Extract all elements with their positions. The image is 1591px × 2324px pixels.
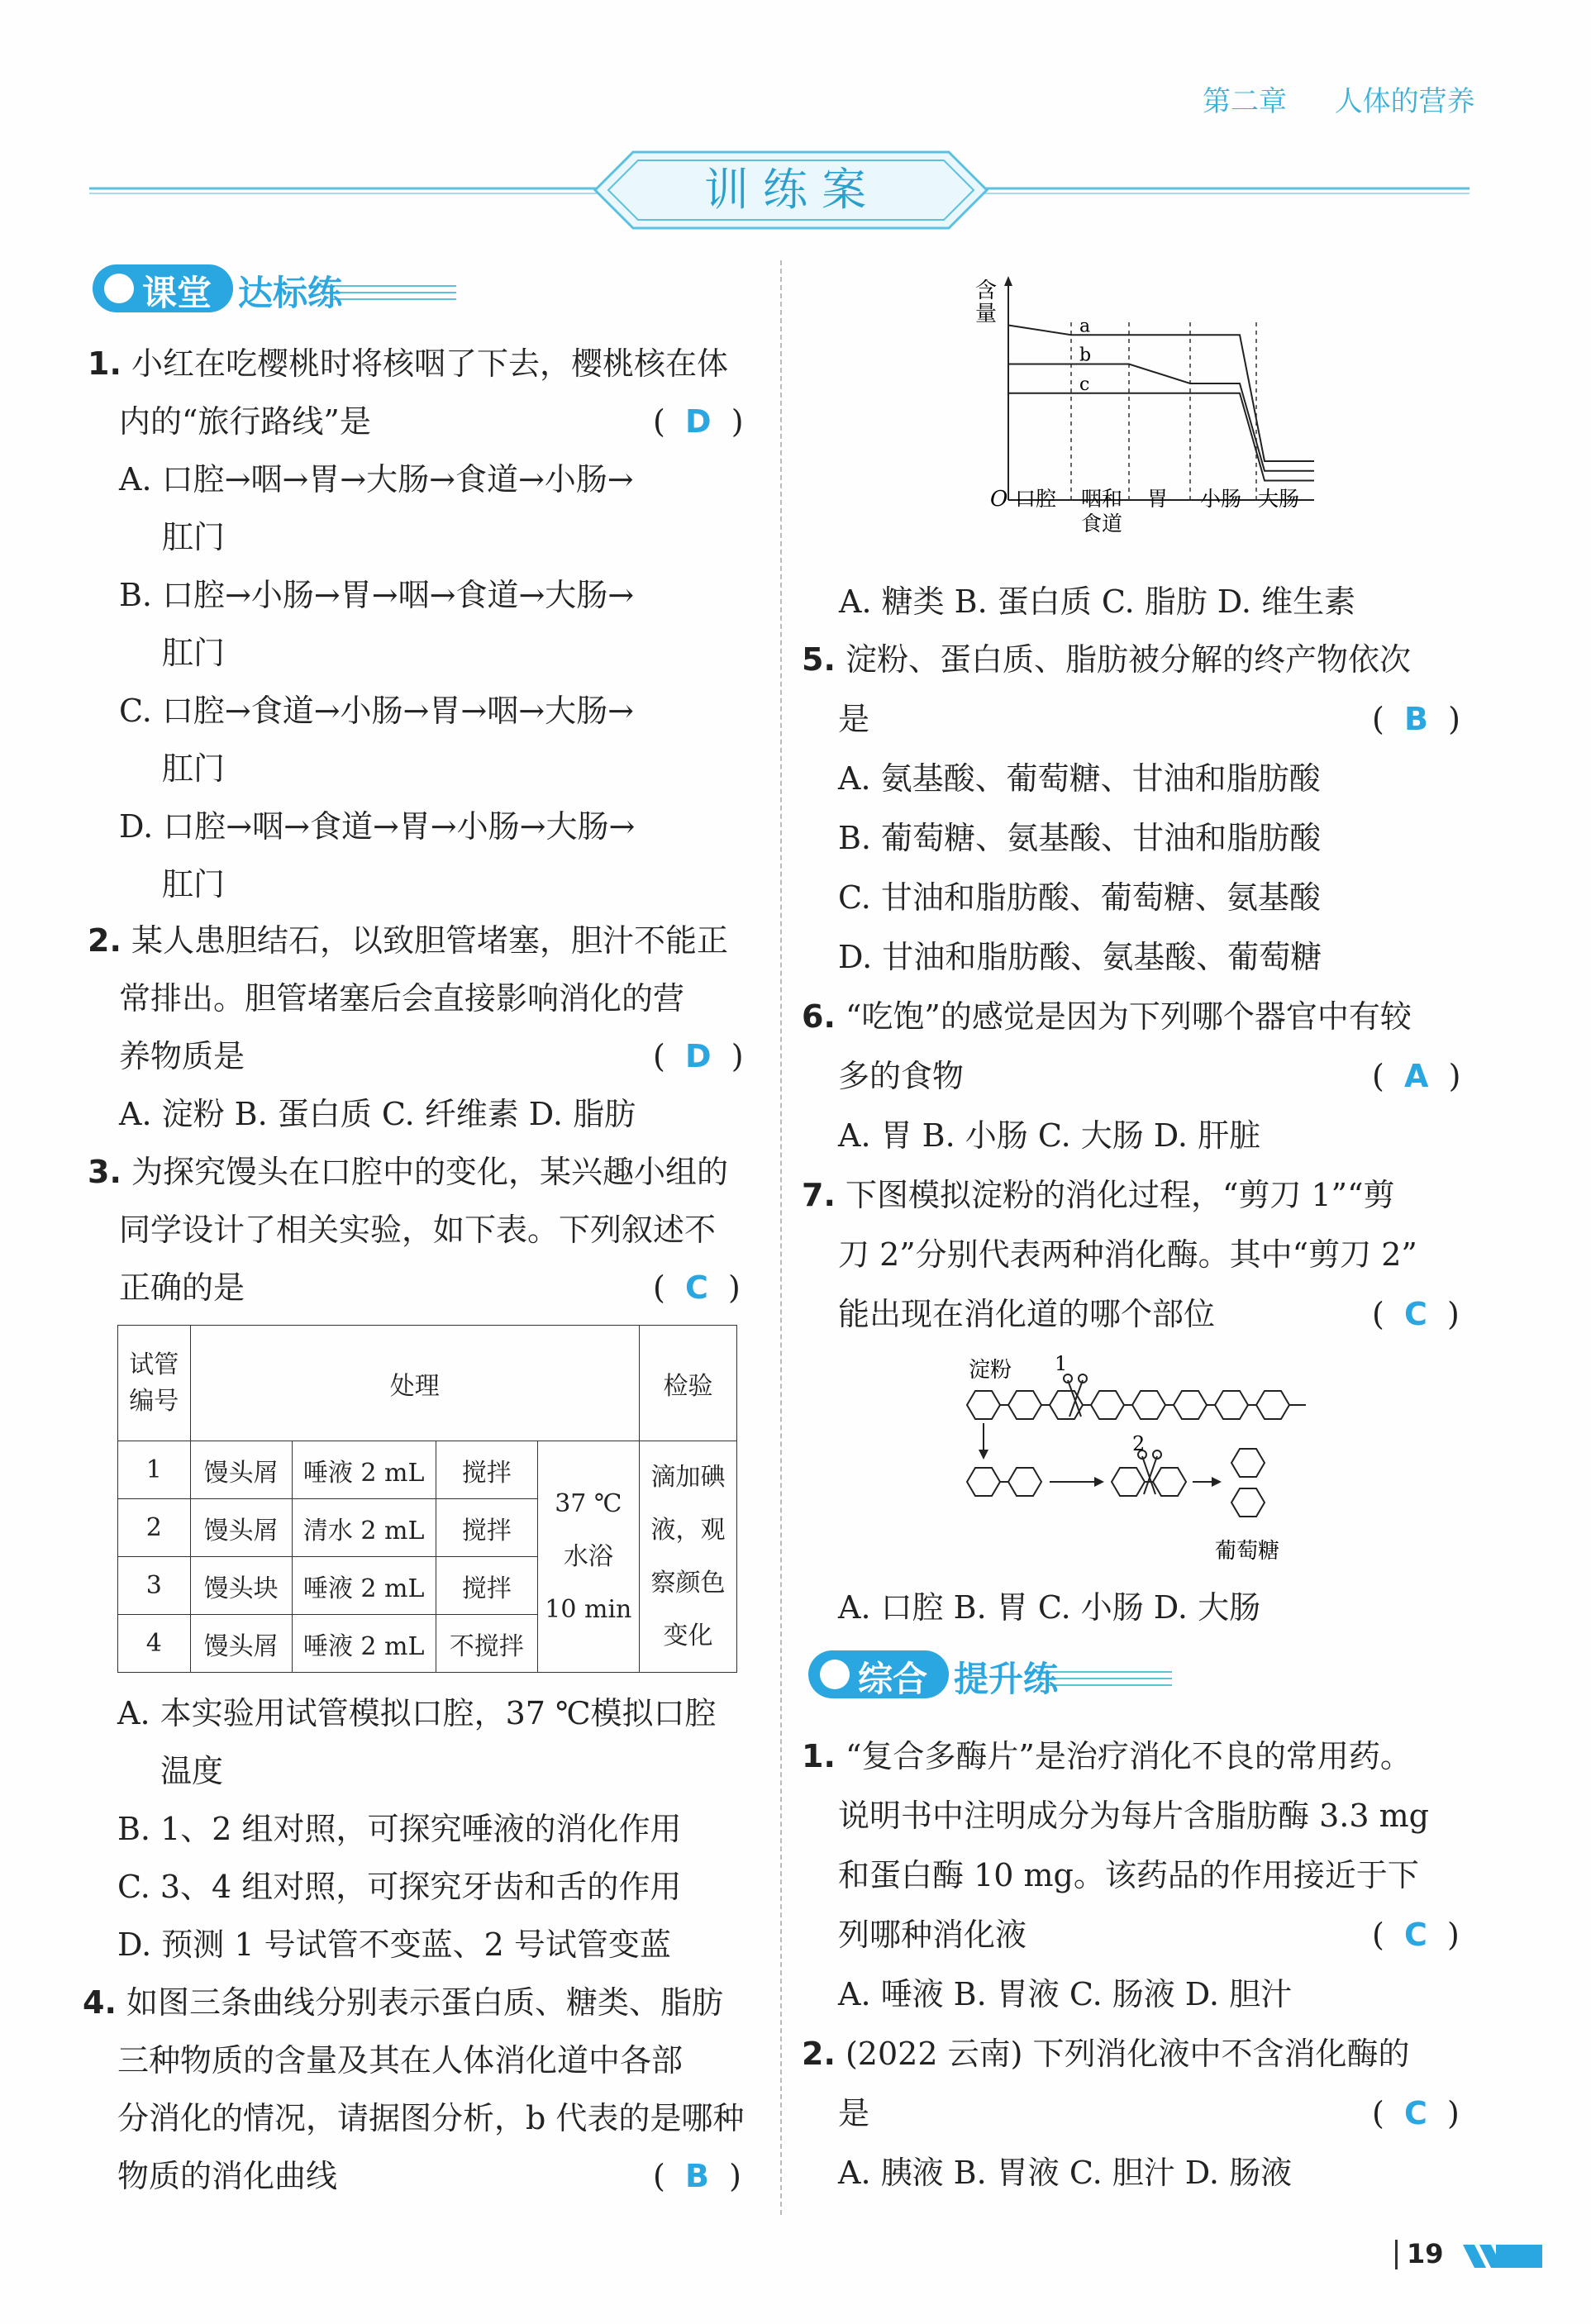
q5-answer: B <box>1403 701 1428 737</box>
chart-series-label-c: c <box>1079 374 1090 395</box>
p1-line2: 说明书中注明成分为每片含脂肪酶 3.3 mg <box>838 1798 1429 1834</box>
table-cell-stir: 搅拌 <box>436 1557 537 1615</box>
q6-line1 <box>802 988 1412 1045</box>
scissors-1-icon <box>1064 1374 1087 1417</box>
q1-option-b: B. 口腔→小肠→胃→咽→食道→大肠→ <box>119 577 635 613</box>
q7-line3: 能出现在消化道的哪个部位 <box>838 1296 1216 1332</box>
table-test-line1: 滴加碘 <box>650 1462 726 1492</box>
q2-line3: 养物质是 <box>119 1038 245 1074</box>
section-integrated-part2: 提升练 <box>954 1659 1059 1699</box>
q4-line4: 物质的消化曲线 <box>117 2158 338 2194</box>
q7-options: A. 口腔 B. 胃 C. 小肠 D. 大肠 <box>838 1589 1261 1626</box>
table-header-tube-2: 编号 <box>129 1386 179 1416</box>
q3-option-b: B. 1、2 组对照，可探究唾液的消化作用 <box>117 1811 682 1847</box>
q4-line1 <box>83 1974 723 2031</box>
chart-series-label-b: b <box>1079 345 1092 366</box>
figure-starch-label: 淀粉 <box>969 1358 1012 1383</box>
q5-line2: 是 <box>838 701 870 737</box>
table-test-line3: 察颜色 <box>650 1568 726 1598</box>
table-header-test: 检验 <box>639 1326 736 1441</box>
q5-option-b: B. 葡萄糖、氨基酸、甘油和脂肪酸 <box>838 820 1322 856</box>
q3-line1-text: 为探究馒头在口腔中的变化，某兴趣小组的 <box>131 1154 728 1190</box>
q5-line1 <box>802 631 1411 688</box>
section-classroom <box>93 263 456 314</box>
q4-answer-box: ( B ) <box>653 2158 741 2194</box>
q2-line1-text: 某人患胆结石，以致胆管堵塞，胆汁不能正 <box>131 922 728 959</box>
chart-series-group <box>1008 316 1314 480</box>
q7-answer-box: ( C ) <box>1372 1296 1460 1332</box>
p2-number: 2. <box>802 2036 836 2072</box>
q7-line1-text: 下图模拟淀粉的消化过程，“剪刀 1”“剪 <box>845 1177 1395 1213</box>
column-divider <box>780 260 782 2215</box>
p2-line1 <box>802 2025 1410 2083</box>
q5-answer-box: ( B ) <box>1372 701 1460 737</box>
table-header-tube <box>118 1326 191 1441</box>
figure-arrow-right-2-head <box>1212 1477 1222 1487</box>
q4-answer: B <box>684 2158 709 2194</box>
page-number: 19 <box>1407 2238 1444 2269</box>
q1-answer-box: ( D ) <box>653 403 744 440</box>
q5-number: 5. <box>802 641 836 678</box>
q3-line1 <box>88 1143 728 1201</box>
chart-origin: O <box>990 487 1008 512</box>
q4-number: 4. <box>83 1984 117 2021</box>
q1-option-a: A. 口腔→咽→胃→大肠→食道→小肠→ <box>119 461 634 498</box>
p1-answer-box: ( C ) <box>1372 1917 1460 1953</box>
table-row <box>118 1441 737 1499</box>
p1-line4: 列哪种消化液 <box>838 1917 1027 1953</box>
p2-answer-box: ( C ) <box>1372 2095 1460 2131</box>
starch-digestion-figure <box>959 1347 1339 1579</box>
q4-line1-text: 如图三条曲线分别表示蛋白质、糖类、脂肪 <box>126 1984 723 2021</box>
q7-number: 7. <box>802 1177 836 1213</box>
starch-chain <box>967 1391 1306 1419</box>
table-cell-stir: 搅拌 <box>436 1441 537 1499</box>
q1-line2: 内的“旅行路线”是 <box>119 403 371 440</box>
p2-line2: 是 <box>838 2095 870 2131</box>
table-condition-bath: 水浴 <box>563 1541 613 1571</box>
q3-option-c: C. 3、4 组对照，可探究牙齿和舌的作用 <box>117 1869 682 1905</box>
table-cell-liquid: 唾液 2 mL <box>292 1615 436 1673</box>
q3-line3: 正确的是 <box>119 1269 245 1306</box>
chapter-number: 第二章 <box>1203 85 1287 118</box>
banner-title: 训 练 案 <box>703 164 867 216</box>
table-cell-material: 馒头块 <box>190 1557 292 1615</box>
p1-answer: C <box>1403 1917 1427 1953</box>
q6-line2: 多的食物 <box>838 1058 965 1094</box>
q6-answer: A <box>1403 1058 1429 1094</box>
q1-answer: D <box>684 403 712 440</box>
q1-option-d-cont: 肛门 <box>162 866 226 902</box>
q5-option-c: C. 甘油和脂肪酸、葡萄糖、氨基酸 <box>838 879 1321 916</box>
p1-line3: 和蛋白酶 10 mg。该药品的作用接近于下 <box>838 1857 1419 1893</box>
q7-answer: C <box>1403 1296 1427 1332</box>
q6-options: A. 胃 B. 小肠 C. 大肠 D. 肝脏 <box>838 1117 1261 1154</box>
figure-arrow-down-head <box>979 1450 988 1460</box>
chart-cat-label: 咽和 <box>1081 487 1123 511</box>
chart-cat-label: 小肠 <box>1200 487 1242 511</box>
q1-number: 1. <box>88 345 121 382</box>
table-header-process: 处理 <box>190 1326 639 1441</box>
q3-option-d: D. 预测 1 号试管不变蓝、2 号试管变蓝 <box>117 1926 671 1963</box>
chart-series-c <box>1008 393 1314 481</box>
q1-line1-text: 小红在吃樱桃时将核咽了下去，樱桃核在体 <box>131 345 728 382</box>
section-integrated-part1: 综合 <box>858 1659 928 1699</box>
q4-options: A. 糖类 B. 蛋白质 C. 脂肪 D. 维生素 <box>839 583 1356 620</box>
digestion-chart <box>967 273 1331 545</box>
p1-number: 1. <box>802 1738 836 1774</box>
p2-options: A. 胰液 B. 胃液 C. 胆汁 D. 肠液 <box>838 2155 1293 2191</box>
chart-cat-label: 食道 <box>1081 512 1123 536</box>
q6-answer-box: ( A ) <box>1372 1058 1461 1094</box>
chart-y-arrow <box>1004 276 1012 286</box>
q4-line3: 分消化的情况，请据图分析，b 代表的是哪种 <box>117 2100 745 2136</box>
chart-cat-label: 胃 <box>1147 487 1169 511</box>
q2-line1 <box>88 912 728 969</box>
chart-series-b <box>1008 364 1314 471</box>
q1-option-c: C. 口腔→食道→小肠→胃→咽→大肠→ <box>119 693 634 729</box>
table-cell-liquid: 唾液 2 mL <box>292 1441 436 1499</box>
table-test-line4: 变化 <box>663 1621 713 1650</box>
q7-line2: 刀 2”分别代表两种消化酶。其中“剪刀 2” <box>838 1236 1417 1273</box>
table-cell-no: 1 <box>118 1441 191 1499</box>
p1-line1 <box>802 1727 1412 1785</box>
table-cell-stir: 搅拌 <box>436 1499 537 1557</box>
chart-ylabel-1: 含 <box>975 279 998 303</box>
section-integrated <box>808 1649 1172 1700</box>
chart-ylabel-2: 量 <box>975 302 998 326</box>
table-cell-no: 2 <box>118 1499 191 1557</box>
q3-answer-box: ( C ) <box>653 1269 741 1306</box>
table-cell-no: 3 <box>118 1557 191 1615</box>
q2-answer-box: ( D ) <box>653 1038 744 1074</box>
chart-series-label-a: a <box>1079 316 1091 337</box>
table-cell-test-method <box>639 1441 736 1673</box>
figure-scissors-1-label: 1 <box>1055 1352 1068 1375</box>
table-cell-liquid: 唾液 2 mL <box>292 1557 436 1615</box>
p2-answer: C <box>1403 2095 1427 2131</box>
table-cell-material: 馒头屑 <box>190 1615 292 1673</box>
table-cell-condition <box>537 1441 639 1673</box>
figure-glucose-label: 葡萄糖 <box>1215 1539 1280 1564</box>
q2-number: 2. <box>88 922 121 959</box>
q2-answer: D <box>684 1038 712 1074</box>
q3-option-a-cont: 温度 <box>160 1753 224 1789</box>
q5-option-d: D. 甘油和脂肪酸、氨基酸、葡萄糖 <box>838 939 1322 975</box>
q7-line1 <box>802 1166 1395 1224</box>
p1-options: A. 唾液 B. 胃液 C. 肠液 D. 胆汁 <box>838 1976 1293 2012</box>
q6-number: 6. <box>802 998 836 1035</box>
table-cell-material: 馒头屑 <box>190 1499 292 1557</box>
p2-line1-text: (2022 云南) 下列消化液中不含消化酶的 <box>845 2036 1410 2072</box>
chart-cat-label: 口腔 <box>1015 487 1057 511</box>
experiment-table <box>117 1325 737 1673</box>
table-cell-stir: 不搅拌 <box>436 1615 537 1673</box>
table-header-tube-1: 试管 <box>129 1350 179 1379</box>
q1-line1 <box>88 335 728 393</box>
figure-arrow-right-1-head <box>1094 1477 1104 1487</box>
chapter-title: 人体的营养 <box>1334 85 1475 118</box>
q1-option-b-cont: 肛门 <box>162 635 226 671</box>
q3-line2: 同学设计了相关实验，如下表。下列叙述不 <box>119 1212 717 1248</box>
q3-number: 3. <box>88 1154 121 1190</box>
footer-decoration <box>1463 2241 1546 2271</box>
page-number-bar <box>1395 2240 1398 2269</box>
q1-option-c-cont: 肛门 <box>162 750 226 787</box>
table-test-line2: 液，观 <box>650 1515 726 1545</box>
section-classroom-part2: 达标练 <box>238 273 343 313</box>
table-condition-temp: 37 ℃ <box>555 1488 622 1518</box>
figure-scissors-2-label: 2 <box>1132 1432 1146 1455</box>
table-condition-time: 10 min <box>545 1594 632 1624</box>
q3-answer: C <box>684 1269 708 1306</box>
table-cell-no: 4 <box>118 1615 191 1673</box>
q6-line1-text: “吃饱”的感觉是因为下列哪个器官中有较 <box>845 998 1412 1035</box>
q2-line2: 常排出。胆管堵塞后会直接影响消化的营 <box>119 980 685 1017</box>
chapter-label <box>1203 79 1475 119</box>
section-classroom-part1: 课堂 <box>142 273 212 313</box>
q5-line1-text: 淀粉、蛋白质、脂肪被分解的终产物依次 <box>845 641 1411 678</box>
table-cell-material: 馒头屑 <box>190 1441 292 1499</box>
q3-option-a: A. 本实验用试管模拟口腔，37 ℃模拟口腔 <box>117 1695 717 1731</box>
chart-cat-label: 大肠 <box>1258 487 1300 511</box>
q1-option-d: D. 口腔→咽→食道→胃→小肠→大肠→ <box>119 808 636 845</box>
q5-option-a: A. 氨基酸、葡萄糖、甘油和脂肪酸 <box>838 760 1321 797</box>
q4-line2: 三种物质的含量及其在人体消化道中各部 <box>117 2042 684 2079</box>
q2-options: A. 淀粉 B. 蛋白质 C. 纤维素 D. 脂肪 <box>119 1096 636 1132</box>
table-cell-liquid: 清水 2 mL <box>292 1499 436 1557</box>
q1-option-a-cont: 肛门 <box>162 519 226 555</box>
p1-line1-text: “复合多酶片”是治疗消化不良的常用药。 <box>845 1738 1412 1774</box>
